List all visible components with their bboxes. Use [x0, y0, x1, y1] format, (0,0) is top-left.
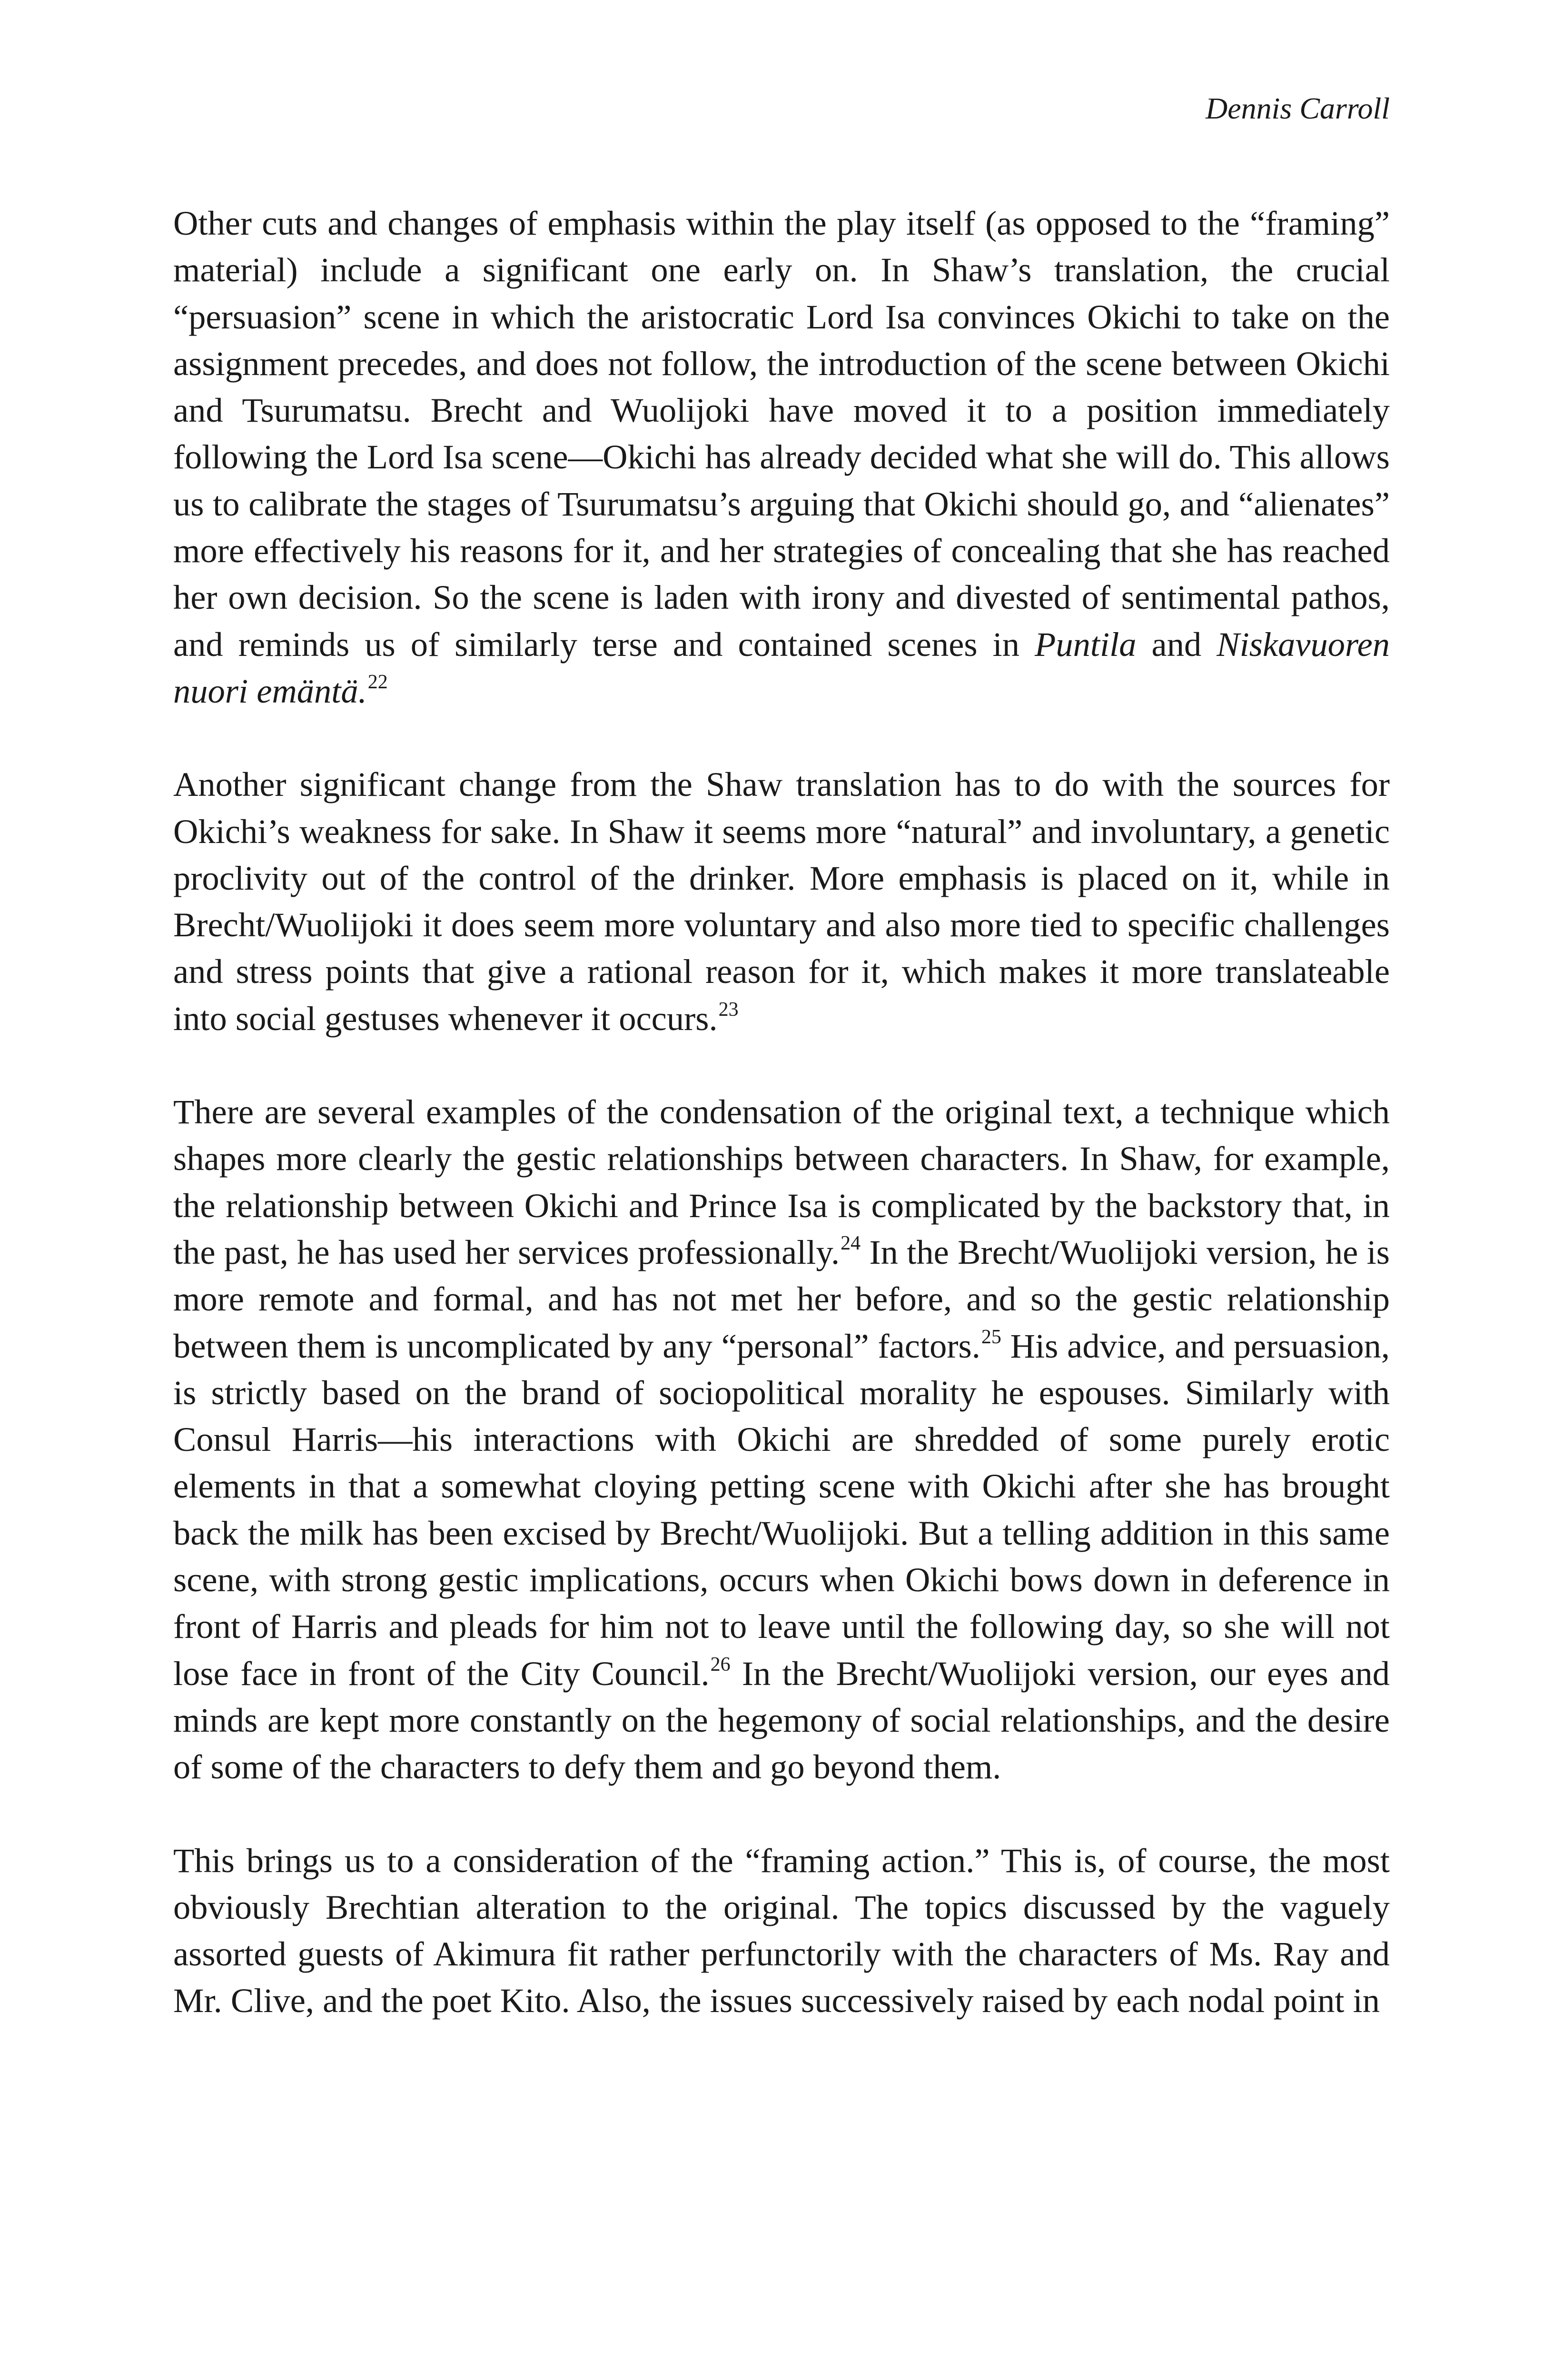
- italic-title: Puntila: [1035, 625, 1137, 664]
- text-run: and: [1136, 625, 1217, 664]
- footnote-ref: 22: [367, 671, 388, 693]
- article-body: [173, 200, 1390, 2024]
- paragraph: [173, 200, 1390, 714]
- footnote-ref: 26: [710, 1653, 731, 1676]
- footnote-ref: 24: [841, 1232, 861, 1254]
- text-run: This brings us to a consideration of the “framing action.” This is, of course, the most obviously Brechtian alteration to the original. The topics discussed by the vaguely assorted guests of Akimura fit rather perfunctorily with the characters of Ms. Ray and Mr. Clive, and the poet Kito. Also, the issues successively raised by each nodal point in: [173, 1841, 1390, 2020]
- paragraph: [173, 1089, 1390, 1790]
- paragraph: [173, 761, 1390, 1042]
- text-run: There are several examples of the condensation of the original text, a technique which shapes more clearly the gestic relationships between characters. In Shaw, for example, the relationship between Okichi and Prince Isa is complicated by the backstory that, in the past, he has used her services professionally.: [173, 1092, 1390, 1271]
- text-run: In the Brecht/Wuolijoki version, our eyes and minds are kept more constantly on the hegemony of social relationships, and the desire of some of the characters to defy them and go beyond them.: [173, 1654, 1390, 1786]
- text-run: His advice, and persuasion, is strictly based on the brand of sociopolitical morality he espouses. Similarly with Consul Harris—his interactions with Okichi are shredded of some purely erotic elements in that a somewhat cloying petting scene with Okichi after she has brought back the milk has been excised by Brecht/Wuolijoki. But a telling addition in this same scene, with strong gestic implications, occurs when Okichi bows down in deference in front of Harris and pleads for him not to leave until the following day, so she will not lose face in front of the City Council.: [173, 1326, 1390, 1693]
- text-run: In the Brecht/Wuolijoki version, he is more remote and formal, and has not met her before, and so the gestic relationship between them is uncomplicated by any “personal” factors.: [173, 1232, 1390, 1365]
- italic-title: Niskavuoren nuori emäntä.: [173, 625, 1390, 710]
- footnote-ref: 23: [718, 998, 739, 1021]
- text-run: Another significant change from the Shaw translation has to do with the sources for Okichi’s weakness for sake. In Shaw it seems more “natural” and involuntary, a genetic proclivity out of the control of the drinker. More emphasis is placed on it, while in Brecht/Wuolijoki it does seem more voluntary and also more tied to specific challenges and stress points that give a rational reason for it, which makes it more translateable into social gestuses whenever it occurs.: [173, 765, 1390, 1038]
- running-head-author: Dennis Carroll: [1206, 91, 1390, 125]
- text-run: Other cuts and changes of emphasis within the play itself (as opposed to the “framing” material) include a significant one early on. In Shaw’s translation, the crucial “persuasion” scene in which the aristocratic Lord Isa convinces Okichi to take on the assignment precedes, and does not follow, the introduction of the scene between Okichi and Tsurumatsu. Brecht and Wuolijoki have moved it to a position immediately following the Lord Isa scene—Okichi has already decided what she will do. This allows us to calibrate the stages of Tsurumatsu’s arguing that Okichi should go, and “alienates” more effectively his reasons for it, and her strategies of concealing that she has reached her own decision. So the scene is laden with irony and divested of sentimental pathos, and reminds us of similarly terse and contained scenes in: [173, 204, 1390, 664]
- footnote-ref: 25: [981, 1326, 1001, 1348]
- paragraph: [173, 1837, 1390, 2024]
